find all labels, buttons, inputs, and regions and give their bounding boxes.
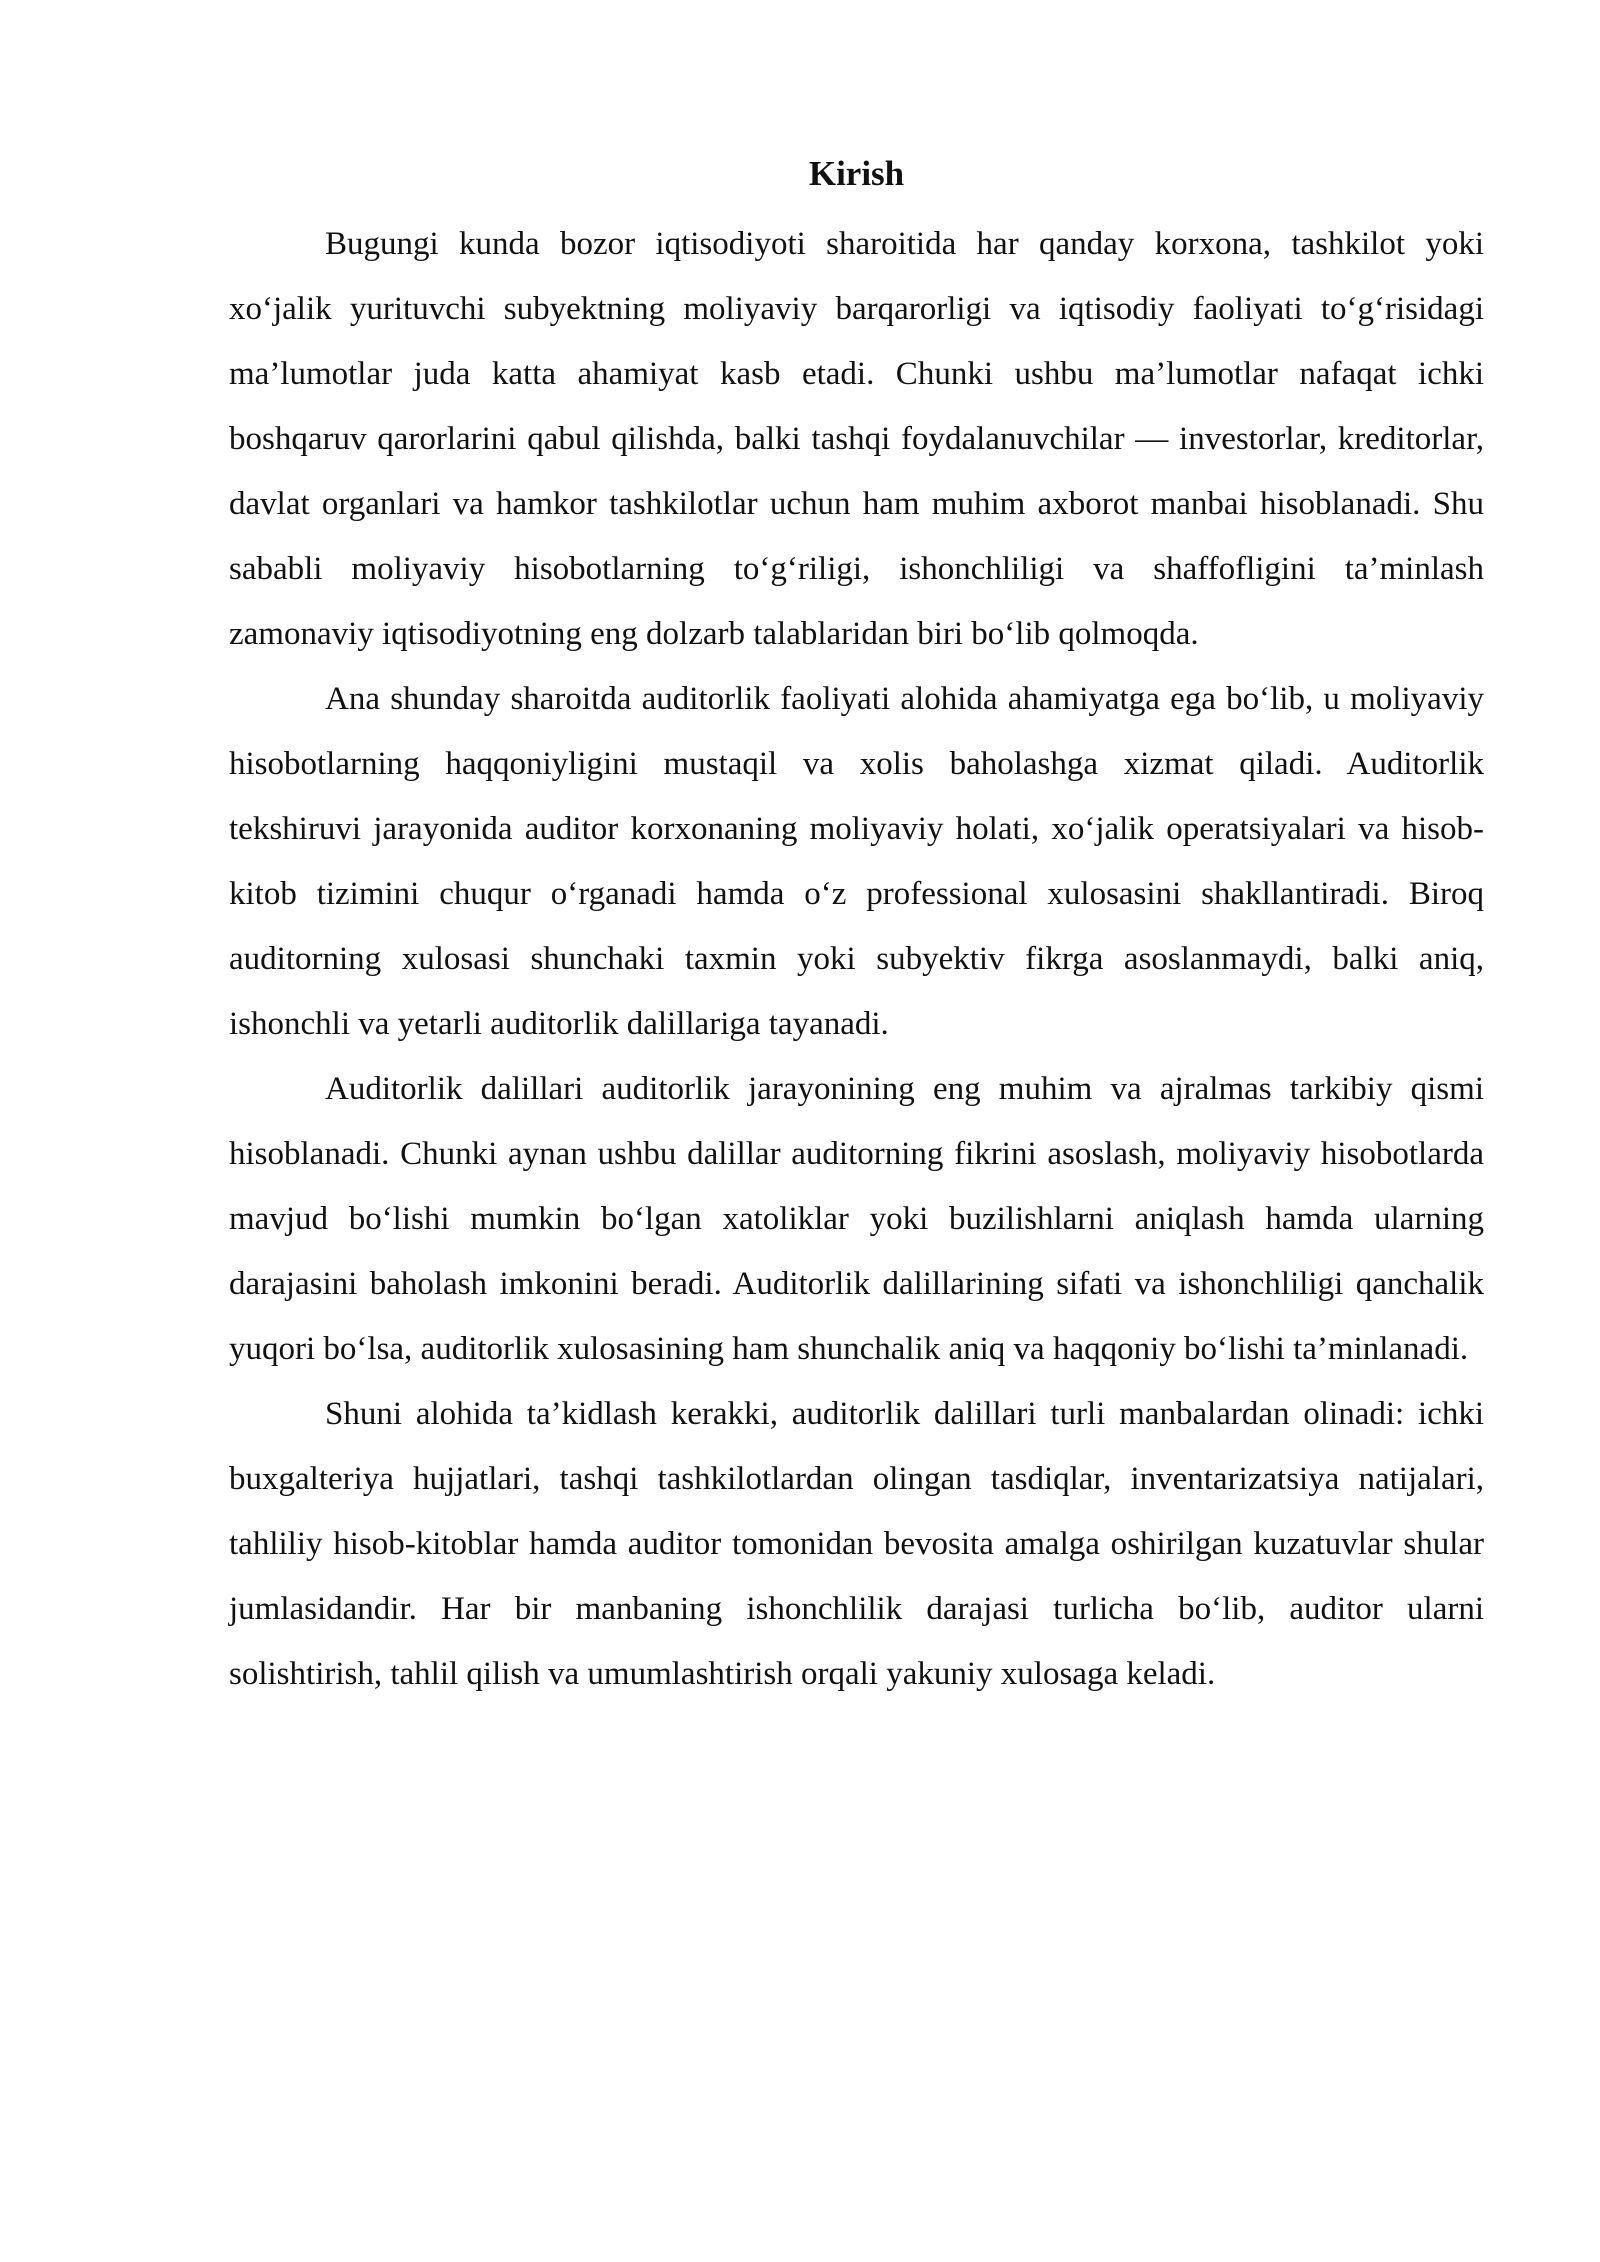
document-body: [229, 148, 1484, 1707]
paragraph-2: Ana shunday sharoitda auditorlik faoliyati alohida ahamiyatga ega bo‘lib, u moliyaviy hisobotlarning haqqoniyligini mustaqil va xolis baholashga xizmat qiladi. Auditorlik tekshiruvi jarayonida auditor korxonaning moliyaviy holati, xo‘jalik operatsiyalari va hisob-kitob tizimini chuqur o‘rganadi hamda o‘z professional xulosasini shakllantiradi. Biroq auditorning xulosasi shunchaki taxmin yoki subyektiv fikrga asoslanmaydi, balki aniq, ishonchli va yetarli auditorlik dalillariga tayanadi.: [229, 681, 1484, 1042]
paragraph-4: Shuni alohida ta’kidlash kerakki, auditorlik dalillari turli manbalardan olinadi: ichki buxgalteriya hujjatlari, tashqi tashkilotlardan olingan tasdiqlar, inventarizatsiya natijalari, tahliliy hisob-kitoblar hamda auditor tomonidan bevosita amalga oshirilgan kuzatuvlar shular jumlasidandir. Har bir manbaning ishonchlilik darajasi turlicha bo‘lib, auditor ularni solishtirish, tahlil qilish va umumlashtirish orqali yakuniy xulosaga keladi.: [229, 1396, 1484, 1692]
paragraph-1: Bugungi kunda bozor iqtisodiyoti sharoitida har qanday korxona, tashkilot yoki xo‘jalik yurituvchi subyektning moliyaviy barqarorligi va iqtisodiy faoliyati to‘g‘risidagi ma’lumotlar juda katta ahamiyat kasb etadi. Chunki ushbu ma’lumotlar nafaqat ichki boshqaruv qarorlarini qabul qilishda, balki tashqi foydalanuvchilar — investorlar, kreditorlar, davlat organlari va hamkor tashkilotlar uchun ham muhim axborot manbai hisoblanadi. Shu sababli moliyaviy hisobotlarning to‘g‘riligi, ishonchliligi va shaffofligini ta’minlash zamonaviy iqtisodiyotning eng dolzarb talablaridan biri bo‘lib qolmoqda.: [229, 226, 1484, 652]
paragraph-3: Auditorlik dalillari auditorlik jarayonining eng muhim va ajralmas tarkibiy qismi hisoblanadi. Chunki aynan ushbu dalillar auditorning fikrini asoslash, moliyaviy hisobotlarda mavjud bo‘lishi mumkin bo‘lgan xatoliklar yoki buzilishlarni aniqlash hamda ularning darajasini baholash imkonini beradi. Auditorlik dalillarining sifati va ishonchliligi qanchalik yuqori bo‘lsa, auditorlik xulosasining ham shunchalik aniq va haqqoniy bo‘lishi ta’minlanadi.: [229, 1071, 1484, 1367]
page-title: Kirish: [808, 154, 905, 193]
